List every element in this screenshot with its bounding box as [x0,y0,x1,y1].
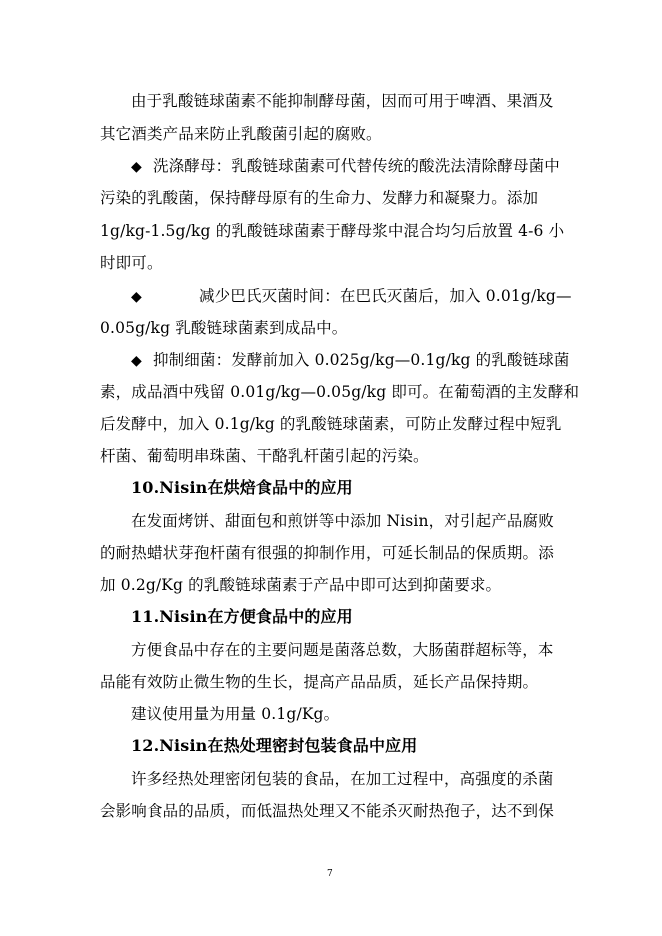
paragraph-line: 其它酒类产品来防止乳酸菌引起的腐败。 [100,125,382,143]
section-heading-11: 11.Nisin在方便食品中的应用 [131,607,353,626]
paragraph-line: 建议使用量为用量 0.1g/Kg。 [131,705,340,723]
paragraph-line: 污染的乳酸菌，保持酵母原有的生命力、发酵力和凝聚力。添加 [100,189,539,207]
paragraph-line: 素，成品酒中残留 0.01g/kg—0.05g/kg 即可。在葡萄酒的主发酵和 [100,383,580,401]
paragraph-line: 0.05g/kg 乳酸链球菌素到成品中。 [100,319,348,337]
paragraph-line: 方便食品中存在的主要问题是菌落总数，大肠菌群超标等，本 [131,641,554,659]
paragraph-line: 许多经热处理密闭包装的食品，在加工过程中，高强度的杀菌 [131,770,554,788]
paragraph-line: 减少巴氏灭菌时间：在巴氏灭菌后，加入 0.01g/kg— [199,287,572,305]
diamond-bullet-icon: ◆ [131,159,142,175]
paragraph-line: 由于乳酸链球菌素不能抑制酵母菌，因而可用于啤酒、果酒及 [131,92,554,110]
diamond-bullet-icon: ◆ [131,289,142,305]
bullet-item-inhibit-bacteria [131,350,570,371]
paragraph-line: 的耐热蜡状芽孢杆菌有很强的抑制作用，可延长制品的保质期。添 [100,544,554,562]
paragraph-line: 洗涤酵母：乳酸链球菌素可代替传统的酸洗法清除酵母菌中 [153,157,560,175]
section-heading-12: 12.Nisin在热处理密封包装食品中应用 [131,736,418,755]
section-heading-10: 10.Nisin在烘焙食品中的应用 [131,478,353,497]
paragraph-line: 时即可。 [100,254,163,272]
bullet-item-wash-yeast [131,156,560,177]
paragraph-line: 加 0.2g/Kg 的乳酸链球菌素于产品中即可达到抑菌要求。 [100,576,502,594]
bullet-item-pasteurize [131,286,572,307]
page-number: 7 [327,869,333,879]
diamond-bullet-icon: ◆ [131,353,142,369]
paragraph-line: 后发酵中，加入 0.1g/kg 的乳酸链球菌素，可防止发酵过程中短乳 [100,415,562,433]
paragraph-line: 品能有效防止微生物的生长，提高产品品质，延长产品保持期。 [100,673,539,691]
paragraph-line: 杆菌、葡萄明串珠菌、干酪乳杆菌引起的污染。 [100,447,429,465]
paragraph-line: 1g/kg-1.5g/kg 的乳酸链球菌素于酵母浆中混合均匀后放置 4-6 小 [100,222,565,240]
paragraph-line: 抑制细菌：发酵前加入 0.025g/kg—0.1g/kg 的乳酸链球菌 [153,351,570,369]
paragraph-line: 在发面烤饼、甜面包和煎饼等中添加 Nisin，对引起产品腐败 [131,512,554,530]
paragraph-line: 会影响食品的品质，而低温热处理又不能杀灭耐热孢子，达不到保 [100,802,554,820]
